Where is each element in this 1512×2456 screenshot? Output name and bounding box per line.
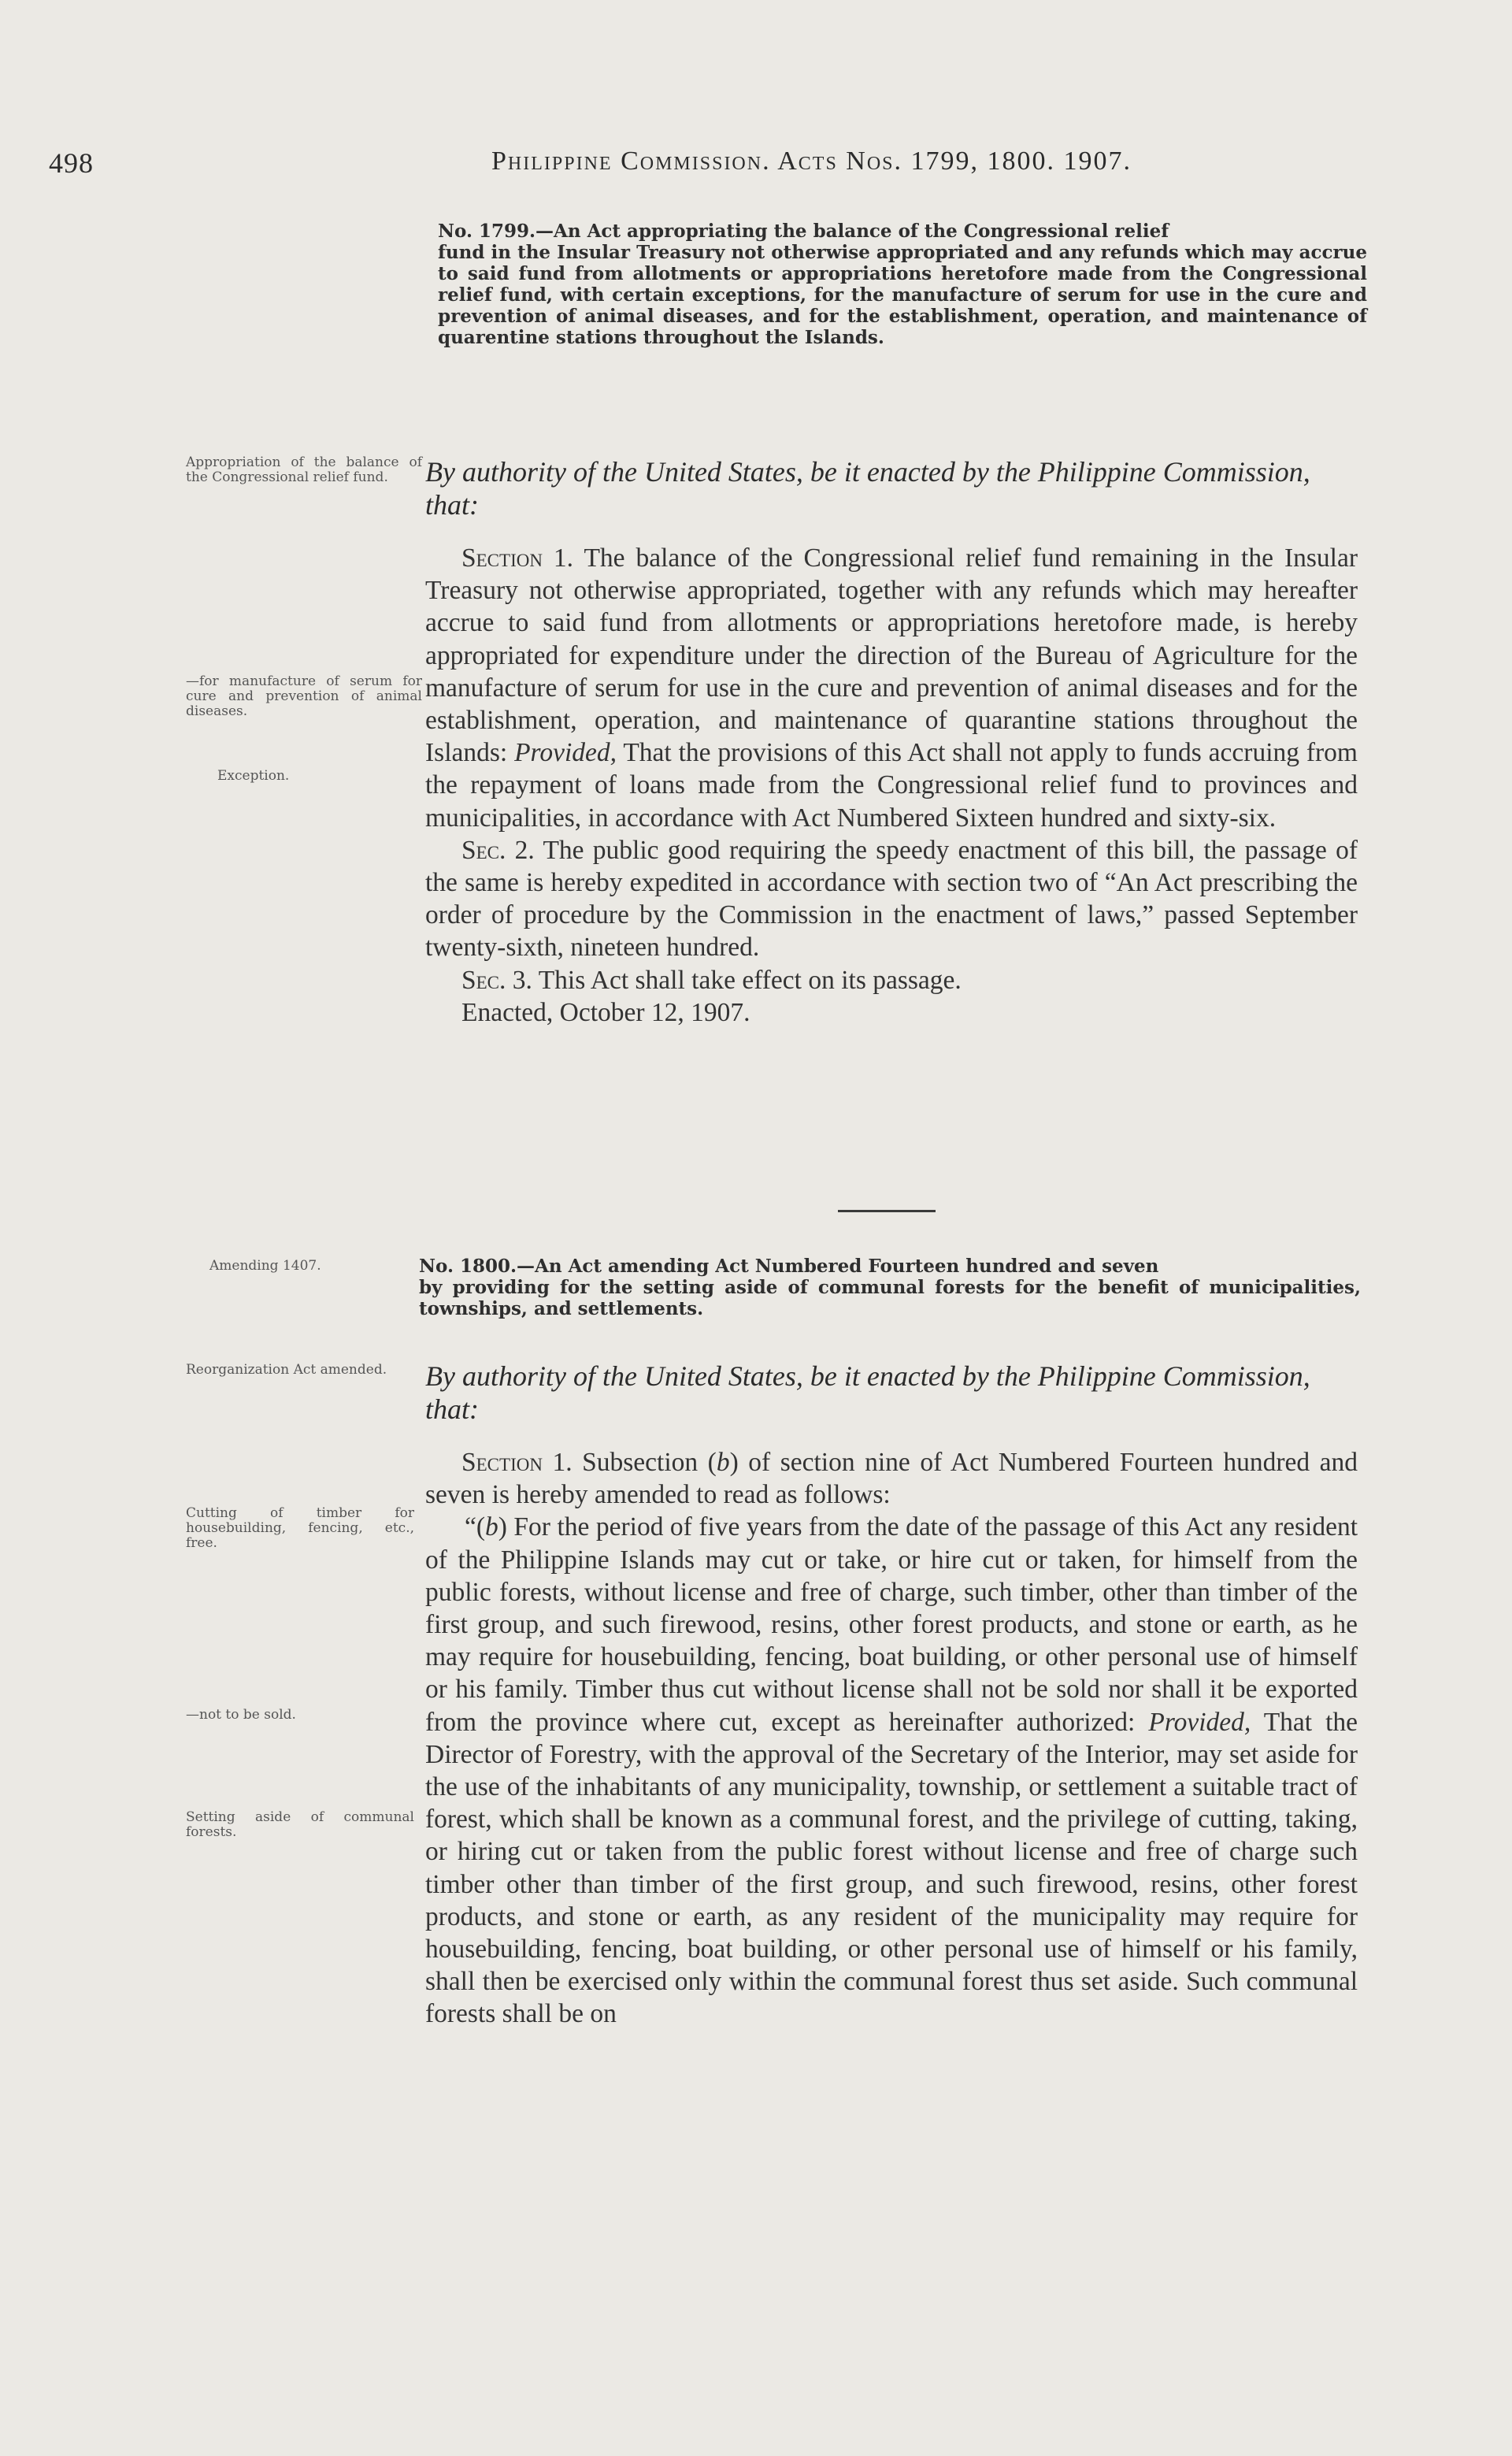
section-label: Sec. 2. [461,835,535,865]
act-1800-title-rest: by providing for the setting aside of communal forests for the benefit of municipalities, townships, and settlements. [419,1277,1361,1319]
act-1800-body [425,1446,1358,2031]
margin-note-serum: —for manufacture of serum for cure and prevention of animal diseases. [186,673,422,719]
section-text-continued: That the provisions of this Act shall not apply to funds accruing from the repayment of loans made from the Congressional relief fund to provinces and municipalities, in accordance with Act Numbered Sixteen hundred and sixty-six. [425,738,1358,833]
act-1800-section-1 [425,1446,1358,1511]
margin-note-amending: Amending 1407. [209,1258,321,1274]
section-divider [838,1210,936,1212]
provided-word: Provided, [514,738,617,768]
act-1800-enacting-clause: By authority of the United States, be it enacted by the Philippine Commission, that: [425,1360,1310,1425]
section-label: Sec. 3. [461,965,532,995]
section-text: The balance of the Congressional relief fund remaining in the Insular Treasury not otherwise appropriated, together with any refunds which may hereafter accrue to said fund from allotments or appropriations heretofore made, is hereby appropriated for expenditure under the direction of the Bureau of Agriculture for the manufacture of serum for use in the cure and prevention of animal diseases and for the establishment, operation, and maintenance of quarantine stations throughout the Islands: [425,544,1358,768]
subsection-letter: b [716,1448,730,1477]
subsection-letter: b [485,1512,498,1542]
section-text: This Act shall take effect on its passage. [538,965,962,995]
act-1799-title [438,221,1367,348]
margin-note-cutting-timber: Cutting of timber for housebuilding, fencing, etc., free. [186,1505,414,1551]
section-label: Section 1. [461,1448,573,1477]
margin-note-exception: Exception. [217,768,290,784]
quote-text: ) For the period of five years from the date of the passage of this Act any resident of the Philippine Islands may cut or take, or hire cut or taken, for himself from the public forests, without license and free of charge, such timber, other than timber of the first group, and such firewood, resins, other forest products, and stone or earth, as he may require for housebuilding, fencing, boat building, or other personal use of himself or his family. Timber thus cut without license shall not be sold nor shall it be exported from the province where cut, except as hereinafter authorized: [425,1512,1358,1737]
act-1799-enacting-clause: By authority of the United States, be it enacted by the Philippine Commission, that: [425,456,1310,521]
margin-note-communal-forests: Setting aside of communal forests. [186,1809,414,1840]
page-number: 498 [49,147,94,179]
quote-text-continued: That the Director of Forestry, with the approval of the Secretary of the Interior, may set aside for the use of the inhabitants of any municipality, township, or settlement a suitable tract of forest, which shall be known as a communal forest, and the privilege of cutting, taking, or hiring cut or taken from the public forest without license and free of charge such timber other than timber of the first group, and such firewood, resins, other forest products, and stone or earth, as any resident of the municipality may require for housebuilding, fencing, boat building, or other personal use of himself or his family, shall then be exercised only within the communal forest thus set aside. Such communal forests shall be on [425,1707,1358,2029]
section-text-continued: ) of section nine of Act Numbered Fourteen hundred and seven is hereby amended to read as follows: [425,1448,1358,1510]
provided-word: Provided, [1148,1707,1251,1737]
act-1799-section-3 [425,964,1358,996]
quote-open: “( [465,1512,486,1542]
section-text: The public good requiring the speedy enactment of this bill, the passage of the same is hereby expedited in accordance with section two of “An Act prescribing the order of procedure by the Commission in the enactment of laws,” passed September twenty-sixth, nineteen hundred. [425,835,1358,963]
act-1799-section-2 [425,834,1358,964]
act-1800-title-lead: No. 1800.—An Act amending Act Numbered Fourteen hundred and seven [419,1256,1159,1277]
act-1800-title [419,1256,1361,1319]
act-1799-body [425,542,1358,1029]
section-label: Section 1. [461,544,574,573]
margin-note-appropriation: Appropriation of the balance of the Congressional relief fund. [186,454,422,485]
act-1799-section-1 [425,542,1358,834]
act-1799-enacted-date: Enacted, October 12, 1907. [461,997,750,1027]
act-1800-quoted-subsection [425,1511,1358,2030]
section-text: Subsection ( [582,1448,717,1477]
act-1799-title-rest: fund in the Insular Treasury not otherwise appropriated and any refunds which may accrue to said fund from allotments or appropriations heretofore made from the Congressional relief fund, with certain exceptions, for the manufacture of serum for use in the cure and prevention of animal diseases, and for the establishment, operation, and maintenance of quarentine stations throughout the Islands. [438,242,1367,348]
running-head: Philippine Commission. Acts Nos. 1799, 1800. 1907. [491,147,1132,176]
margin-note-reorganization: Reorganization Act amended. [186,1362,387,1378]
margin-note-not-sold: —not to be sold. [186,1707,296,1723]
act-1799-title-lead: No. 1799.—An Act appropriating the balance of the Congressional relief [438,221,1169,242]
